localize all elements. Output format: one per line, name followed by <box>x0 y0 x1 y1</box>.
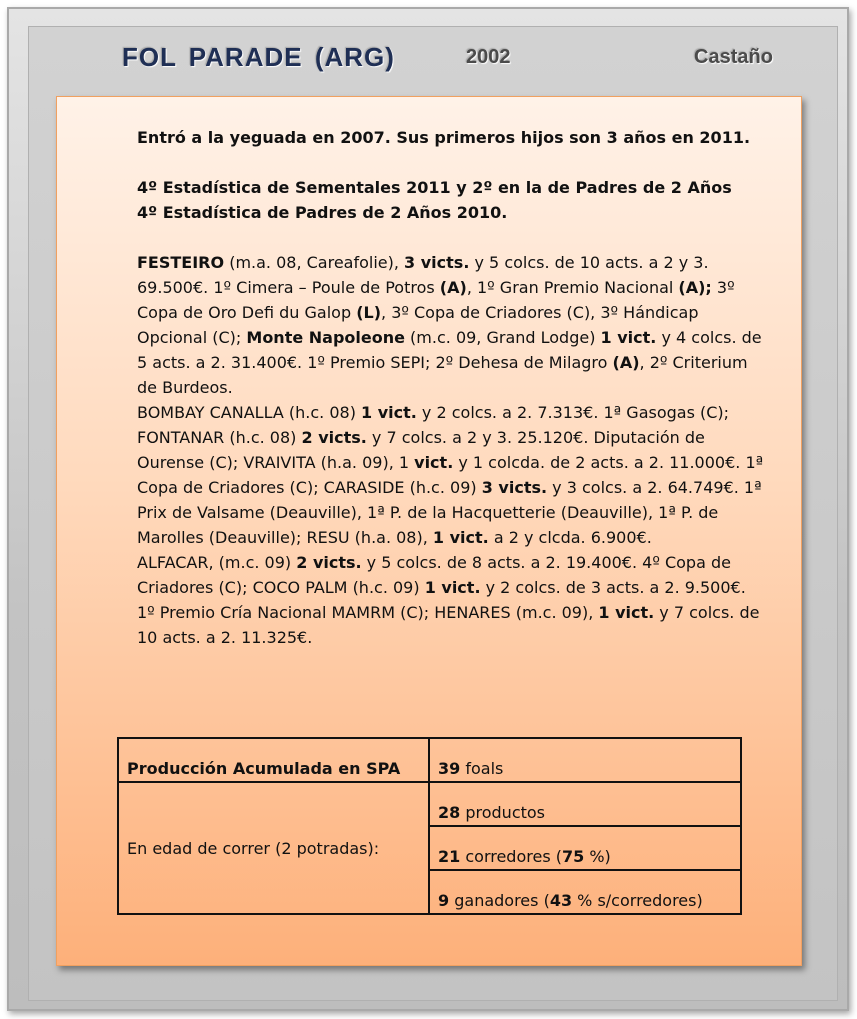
progeny-paragraph-1 <box>137 250 765 400</box>
productos-count: 28 <box>438 803 461 822</box>
progeny-paragraph-2 <box>137 400 765 550</box>
text-run: 1 vict. <box>432 528 489 547</box>
text-run: (A) <box>612 353 640 372</box>
text-run: y 2 colcs. a 2. 7.313€. 1ª Gasogas (C); FONTANAR (h.c. 08) <box>137 403 730 447</box>
text-run: (L) <box>356 303 382 322</box>
text-run: (m.c. 09, Grand Lodge) <box>404 328 601 347</box>
text-run: corredores ( <box>460 847 562 866</box>
corredores-percent: 75 <box>561 847 585 866</box>
text-run: y 5 colcs. de 8 acts. a 2. 19.400€. 4º Copa de Criadores (C); COCO PALM (h.c. 09) <box>137 553 731 597</box>
text-run: , 1º Gran Premio Nacional <box>466 278 679 297</box>
table-cell <box>118 782 429 914</box>
production-table <box>117 737 742 915</box>
corredores-count: 21 <box>438 847 461 866</box>
table-cell <box>429 870 741 914</box>
text-run: y 1 colcda. de 2 acts. a 2. 11.000€. 1ª Copa de Criadores (C); CARASIDE (h.c. 09) <box>137 453 764 497</box>
progeny-paragraph-3 <box>137 550 765 650</box>
text-run: y 2 colcs. de 3 acts. a 2. 9.500€. 1º Premio Cría Nacional MAMRM (C); HENARES (m.c. 09), <box>137 578 746 622</box>
text-run: 3º Copa de Oro Defi du Galop <box>137 278 735 322</box>
intro-line-3: 4º Estadística de Padres de 2 Años 2010. <box>137 203 508 222</box>
text-run: 3 victs. <box>481 478 548 497</box>
text-run: foals <box>460 759 504 778</box>
foals-count: 39 <box>438 759 461 778</box>
text-run: % s/corredores) <box>572 891 703 910</box>
text-run: ALFACAR, (m.c. 09) <box>137 553 297 572</box>
text-run: 1 vict. <box>600 328 657 347</box>
text-run: 1 vict. <box>361 403 417 422</box>
ganadores-percent: 43 <box>549 891 573 910</box>
content-panel <box>56 96 802 966</box>
text-run: (A); <box>678 278 712 297</box>
text-run: (A) <box>439 278 467 297</box>
table-cell <box>118 738 429 782</box>
text-run: vict. <box>414 453 454 472</box>
text-run: 3 victs. <box>404 253 470 272</box>
ganadores-count: 9 <box>438 891 450 910</box>
text-run: (m.a. 08, Careafolie), <box>224 253 405 272</box>
text-run: , 3º Copa de Criadores (C), 3º Hándicap Opcional (C); <box>137 303 699 347</box>
text-run: FESTEIRO <box>137 253 225 272</box>
text-run: y 4 colcs. de 5 acts. a 2. 31.400€. 1º Premio SEPI; 2º Dehesa de Milagro <box>137 328 762 372</box>
table-row <box>118 782 741 826</box>
text-run: ganadores ( <box>449 891 550 910</box>
production-label: Producción Acumulada en SPA <box>127 759 401 778</box>
text-run: BOMBAY CANALLA (h.c. 08) <box>137 403 362 422</box>
intro-line-1: Entró a la yeguada en 2007. Sus primeros hijos son 3 años en 2011. <box>137 128 751 147</box>
table-cell <box>429 738 741 782</box>
text-run: y 3 colcs. a 2. 64.749€. 1ª Prix de Valsame (Deauville), 1ª P. de la Hacquetterie (Deauville), 1ª P. de Marolles (Deauville); RESU (h.a. 08), <box>137 478 762 547</box>
text-run: y 7 colcs. de 10 acts. a 2. 11.325€. <box>137 603 760 647</box>
coat-color: Castaño <box>694 46 773 68</box>
text-run: Monte Napoleone <box>246 328 405 347</box>
text-run: 2 victs. <box>296 553 362 572</box>
table-cell <box>429 782 741 826</box>
horse-name: FOL PARADE (ARG) <box>122 42 395 72</box>
text-run: 2 victs. <box>301 428 367 447</box>
racing-age-label: En edad de correr (2 potradas): <box>127 838 380 858</box>
text-run: a 2 y clcda. 6.900€. <box>488 528 652 547</box>
table-cell <box>429 826 741 870</box>
text-run: , 2º Criterium de Burdeos. <box>137 353 748 397</box>
text-run: y 7 colcs. a 2 y 3. 25.120€. Diputación de Ourense (C); VRAIVITA (h.a. 09), 1 <box>137 428 705 472</box>
intro-line-2: 4º Estadística de Sementales 2011 y 2º en la de Padres de 2 Años <box>137 178 732 197</box>
birth-year: 2002 <box>466 46 511 68</box>
text-run: 1 vict. <box>424 578 481 597</box>
text-block <box>137 125 765 650</box>
table-row <box>118 738 741 782</box>
text-run: %) <box>584 847 611 866</box>
text-run: productos <box>460 803 546 822</box>
text-run: y 5 colcs. de 10 acts. a 2 y 3. 69.500€. 1º Cimera – Poule de Potros <box>137 253 709 297</box>
text-run: 1 vict. <box>598 603 655 622</box>
